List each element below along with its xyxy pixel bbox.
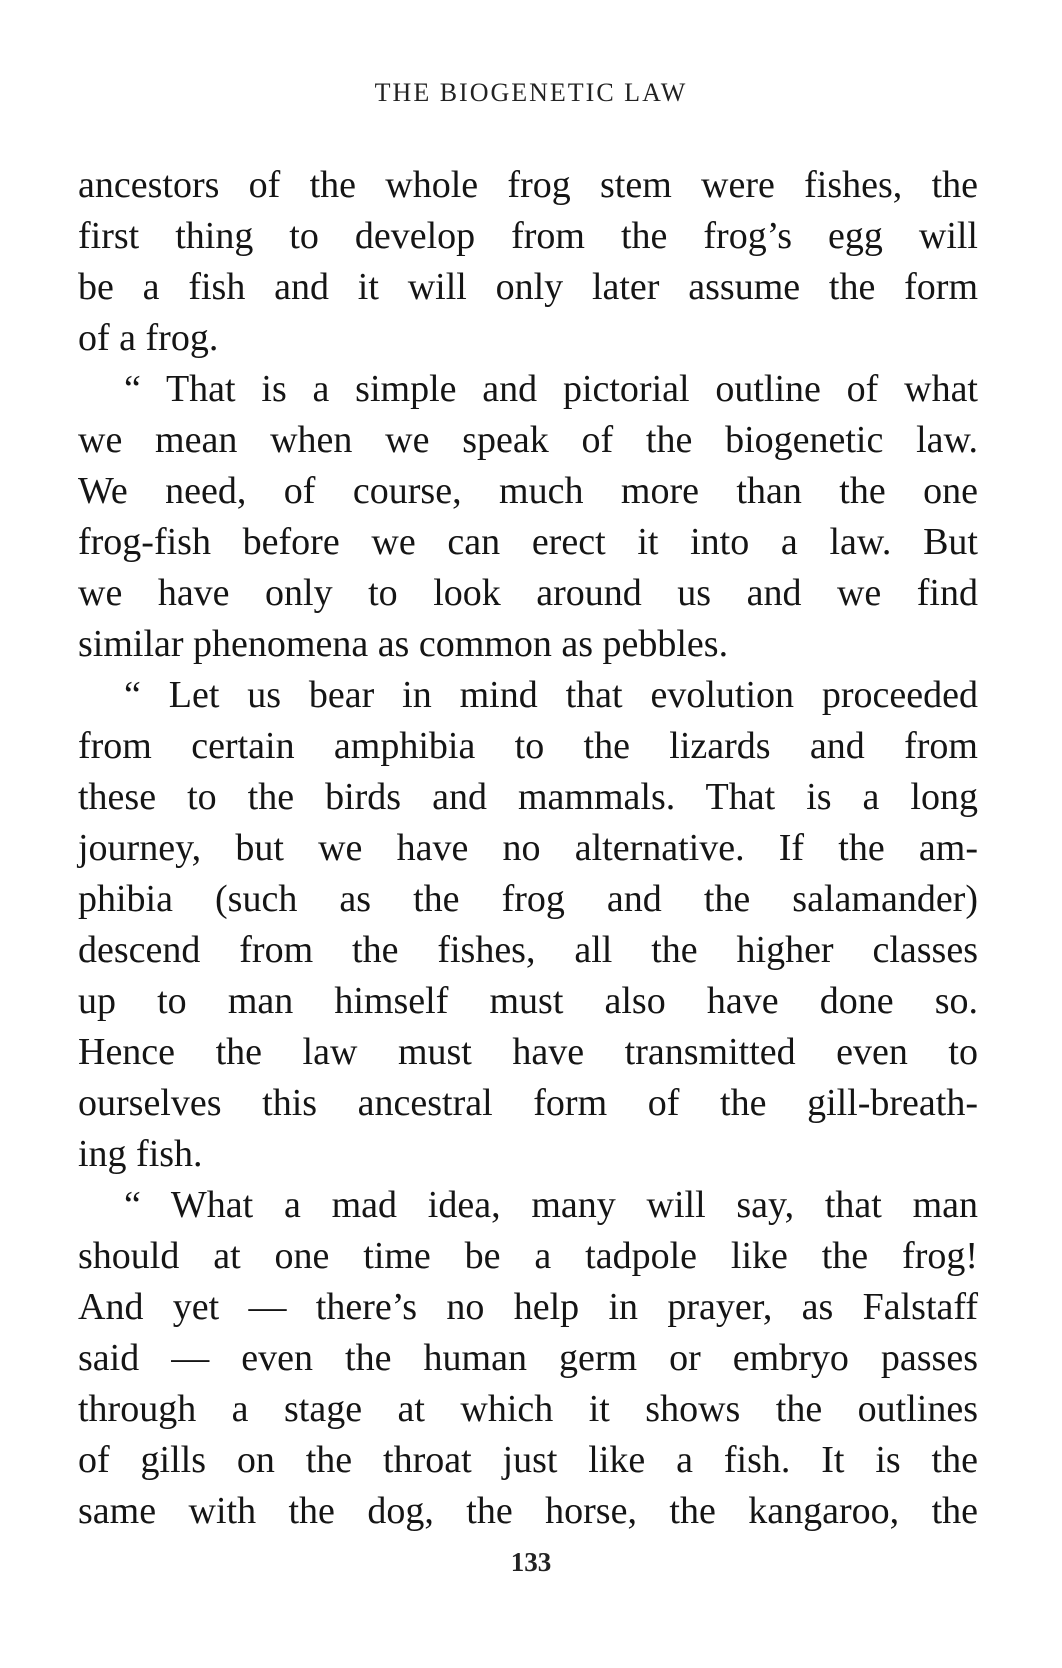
text-line: descend from the fishes, all the higher classes [78, 929, 978, 971]
text-line: through a stage at which it shows the outlines [78, 1388, 978, 1430]
text-line: We need, of course, much more than the one [78, 470, 978, 512]
text-line: of gills on the throat just like a fish. It is the [78, 1439, 978, 1481]
text-line: same with the dog, the horse, the kangaroo, the [78, 1490, 978, 1532]
text-line: ancestors of the whole frog stem were fishes, the [78, 164, 978, 206]
text-line: we have only to look around us and we find [78, 572, 978, 614]
text-line: similar phenomena as common as pebbles. [78, 623, 729, 665]
text-line: said — even the human germ or embryo passes [78, 1337, 978, 1379]
text-line: “ That is a simple and pictorial outline of what [124, 368, 978, 410]
text-line: first thing to develop from the frog’s egg will [78, 215, 978, 257]
text-line: should at one time be a tadpole like the frog! [78, 1235, 978, 1277]
text-line: of a frog. [78, 317, 219, 359]
paragraph [78, 160, 978, 364]
text-line: these to the birds and mammals. That is a long [78, 776, 978, 818]
text-line: journey, but we have no alternative. If the am- [78, 827, 978, 869]
text-line: Hence the law must have transmitted even to [78, 1031, 978, 1073]
page-number: 133 [510, 1547, 552, 1577]
text-line: phibia (such as the frog and the salamander) [78, 878, 978, 920]
text-line: “ Let us bear in mind that evolution proceeded [124, 674, 978, 716]
paragraph [78, 1180, 978, 1537]
text-line: “ What a mad idea, many will say, that man [124, 1184, 978, 1226]
running-head: THE BIOGENETIC LAW [374, 78, 688, 107]
text-line: ourselves this ancestral form of the gill-breath- [78, 1082, 978, 1124]
text-line: And yet — there’s no help in prayer, as Falstaff [78, 1286, 978, 1328]
text-line: be a fish and it will only later assume the form [78, 266, 978, 308]
text-line: we mean when we speak of the biogenetic law. [78, 419, 978, 461]
body-text [78, 160, 978, 1537]
paragraph [78, 364, 978, 670]
text-line: ing fish. [78, 1133, 203, 1175]
paragraph [78, 670, 978, 1180]
text-line: frog-fish before we can erect it into a law. But [78, 521, 978, 563]
text-line: from certain amphibia to the lizards and from [78, 725, 978, 767]
text-line: up to man himself must also have done so. [78, 980, 978, 1022]
